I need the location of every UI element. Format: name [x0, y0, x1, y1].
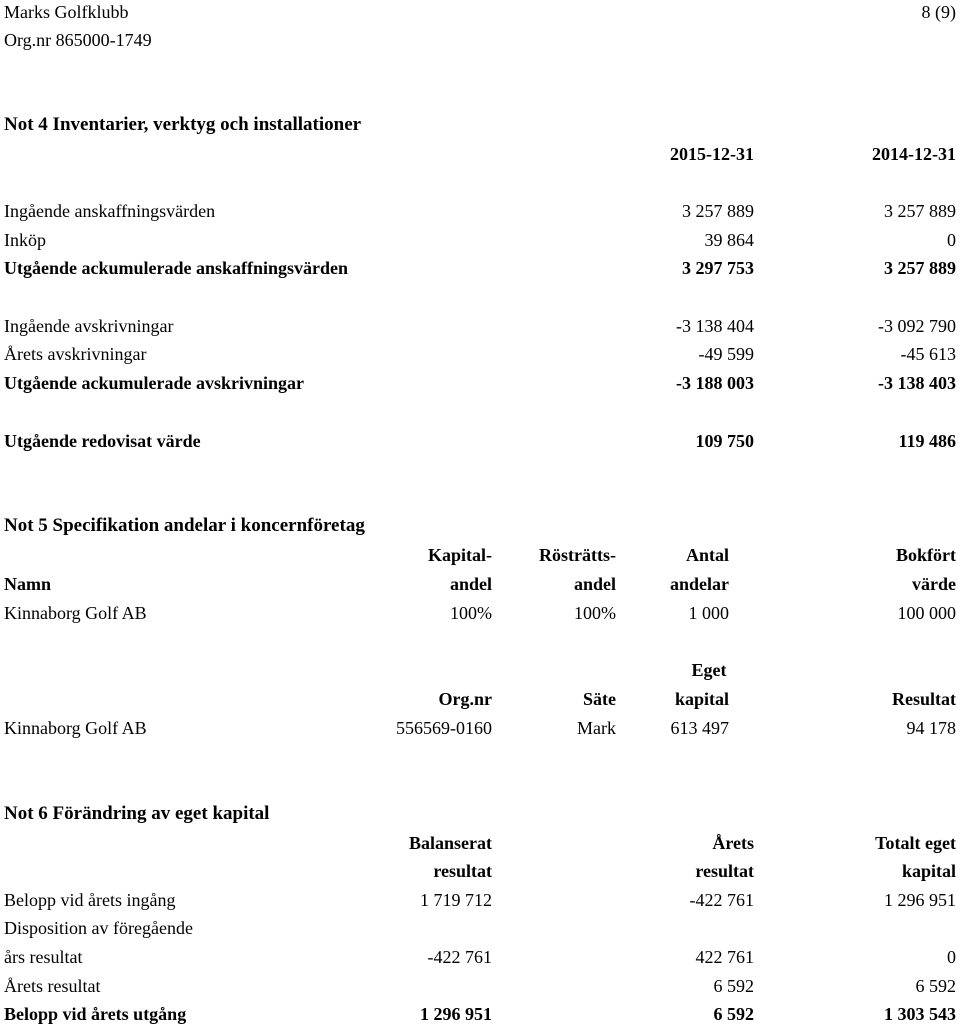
note4-row-value: 0 — [947, 230, 956, 250]
note6-row-value: 6 592 — [915, 976, 956, 996]
note5-col-header: Bokfört — [896, 545, 956, 565]
note5-col-header: Kapital- — [427, 545, 492, 565]
note4-col2-header: 2014-12-31 — [872, 144, 956, 164]
note5-col-header: värde — [912, 574, 956, 594]
note6-title: Not 6 Förändring av eget kapital — [4, 803, 270, 824]
note4-row-value: 3 297 753 — [682, 258, 754, 278]
note4-row-value: -3 092 790 — [878, 316, 956, 336]
note4-row-value: -45 613 — [900, 344, 956, 364]
page-number: 8 (9) — [921, 2, 956, 22]
note6-col-header: Totalt eget — [875, 833, 956, 853]
note5-row-value: 94 178 — [906, 718, 956, 738]
company-name: Marks Golfklubb — [4, 2, 129, 22]
note5-col-header: Org.nr — [438, 689, 492, 709]
note6-row-value: -422 761 — [689, 890, 754, 910]
note6-row-value: 0 — [947, 947, 956, 967]
note4-row-label: Utgående ackumulerade anskaffningsvärden — [4, 258, 349, 278]
note4-row-label: Ingående avskrivningar — [4, 316, 174, 336]
note6-row-value: 1 303 543 — [884, 1004, 956, 1024]
note5-col-header: Namn — [4, 574, 52, 594]
note4-row-label: Årets avskrivningar — [4, 344, 147, 364]
note5-col-header: Eget — [691, 660, 727, 680]
note6-row-value: -422 761 — [427, 947, 492, 967]
note5-col-header: andel — [573, 574, 616, 594]
note6-row-label: Årets resultat — [4, 976, 101, 996]
note5-col-header: andelar — [669, 574, 729, 594]
note6-row-value: 1 719 712 — [420, 890, 492, 910]
note5-col-header: Antal — [685, 545, 729, 565]
note4-row-label: Utgående ackumulerade avskrivningar — [4, 373, 305, 393]
note4-row-value: 39 864 — [704, 230, 754, 250]
note6-row-label: års resultat — [4, 947, 83, 967]
note6-row-label: Belopp vid årets ingång — [4, 890, 176, 910]
note5-row-value: 100% — [450, 603, 492, 623]
note6-row-value: 1 296 951 — [884, 890, 956, 910]
note4-row-value: 3 257 889 — [682, 201, 754, 221]
note4-title: Not 4 Inventarier, verktyg och installationer — [4, 114, 362, 135]
note4-row-label: Inköp — [4, 230, 46, 250]
note6-row-value: 1 296 951 — [420, 1004, 492, 1024]
note5-row-name: Kinnaborg Golf AB — [4, 603, 147, 623]
note5-row-value: Mark — [577, 718, 616, 738]
note5-row-value: 1 000 — [688, 603, 729, 623]
note4-row-value: 3 257 889 — [884, 201, 956, 221]
note5-row-value: 556569-0160 — [396, 718, 492, 738]
note6-row-value: 6 592 — [713, 976, 754, 996]
note5-title: Not 5 Specifikation andelar i koncernföretag — [4, 515, 365, 536]
note4-row-value: -3 188 003 — [676, 373, 754, 393]
note5-row-value: 613 497 — [670, 718, 729, 738]
note4-row-value: 119 486 — [898, 431, 956, 451]
note4-row-value: 3 257 889 — [884, 258, 956, 278]
note5-col-header: kapital — [674, 689, 729, 709]
note5-col-header: Säte — [583, 689, 616, 709]
note6-col-header: Balanserat — [409, 833, 492, 853]
note6-row-value: 6 592 — [713, 1004, 754, 1024]
note6-row-label: Disposition av föregående — [4, 918, 193, 938]
note6-col-header: Årets — [712, 833, 754, 853]
note5-row-value: 100 000 — [897, 603, 956, 623]
note4-row-label: Utgående redovisat värde — [4, 431, 201, 451]
note5-col-header: Resultat — [892, 689, 956, 709]
note5-col-header: andel — [449, 574, 492, 594]
note4-row-value: -49 599 — [698, 344, 754, 364]
note4-row-label: Ingående anskaffningsvärden — [4, 201, 216, 221]
note6-col-header: resultat — [695, 861, 754, 881]
org-number: Org.nr 865000-1749 — [4, 30, 152, 50]
note4-row-value: -3 138 403 — [878, 373, 956, 393]
note6-row-value: 422 761 — [695, 947, 754, 967]
note6-col-header: kapital — [901, 861, 956, 881]
note4-col1-header: 2015-12-31 — [670, 144, 754, 164]
note4-row-value: -3 138 404 — [676, 316, 754, 336]
note4-row-value: 109 750 — [695, 431, 754, 451]
note5-col-header: Rösträtts- — [539, 545, 616, 565]
note5-row-value: 100% — [574, 603, 616, 623]
note6-row-label: Belopp vid årets utgång — [4, 1004, 187, 1024]
note5-row-name: Kinnaborg Golf AB — [4, 718, 147, 738]
note6-col-header: resultat — [433, 861, 492, 881]
